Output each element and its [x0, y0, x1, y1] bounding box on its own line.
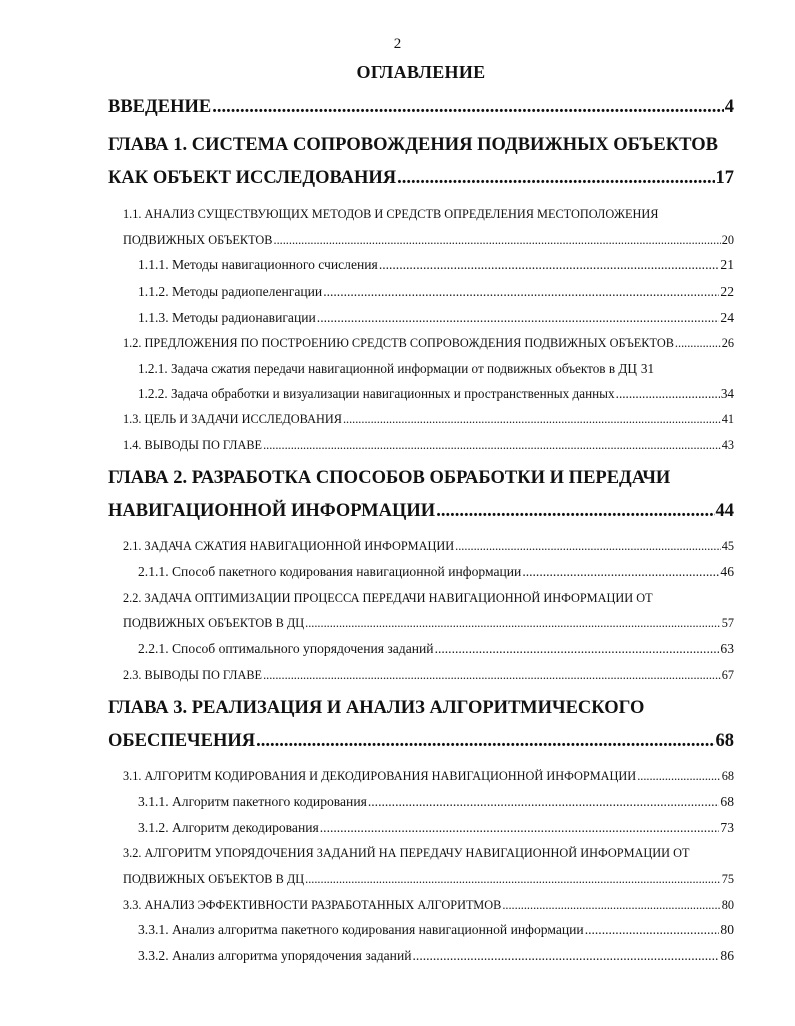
toc-subsection-1-2-1[interactable]: [138, 361, 734, 377]
toc-entry-title: НАВИГАЦИОННОЙ ИНФОРМАЦИИ: [108, 501, 436, 521]
leader-dots: [305, 616, 721, 631]
leader-dots: [616, 386, 720, 402]
toc-section-1-4[interactable]: [123, 438, 734, 453]
toc-entry-page: 80: [721, 898, 734, 912]
leader-dots: [274, 233, 721, 248]
leader-dots: [320, 820, 720, 836]
toc-entry-page: 80: [720, 922, 734, 937]
toc-entry-title: ПОДВИЖНЫХ ОБЪЕКТОВ В ДЦ: [123, 872, 305, 886]
toc-chapter-1[interactable]: [108, 168, 734, 189]
leader-dots: [522, 564, 719, 580]
leader-dots: [263, 438, 721, 453]
leader-dots: [256, 731, 714, 752]
toc-entry-title: ВВЕДЕНИЕ: [108, 97, 212, 117]
toc-section-2-1[interactable]: [123, 539, 734, 554]
toc-entry-title: 3.1.1. Алгоритм пакетного кодирования: [138, 794, 367, 809]
toc-section-1-3[interactable]: [123, 412, 734, 427]
toc-entry-title: 1.4. ВЫВОДЫ ПО ГЛАВЕ: [123, 438, 263, 452]
toc-entry-title: 1.1.1. Методы навигационного счисления: [138, 257, 378, 272]
toc-entry-title: 1.1.2. Методы радиопеленгации: [138, 284, 323, 299]
toc-section-2-2[interactable]: [123, 616, 734, 631]
toc-entry-title: 3.1. АЛГОРИТМ КОДИРОВАНИЯ И ДЕКОДИРОВАНИЯ НАВИГАЦИОННОЙ ИНФОРМАЦИИ: [123, 769, 637, 783]
toc-entry-page: 26: [721, 336, 734, 350]
toc-entry-page: 4: [724, 97, 734, 117]
toc-entry-title: 3.3. АНАЛИЗ ЭФФЕКТИВНОСТИ РАЗРАБОТАННЫХ АЛГОРИТМОВ: [123, 898, 502, 912]
toc-entry-title: 1.1.3. Методы радионавигации: [138, 310, 316, 325]
leader-dots: [455, 539, 721, 554]
leader-dots: [305, 872, 721, 887]
leader-dots: [502, 898, 720, 913]
leader-dots: [379, 257, 720, 273]
toc-entry-page: 45: [721, 539, 734, 553]
toc-entry-page: 31: [640, 361, 655, 376]
toc-subsection-2-2-1[interactable]: [138, 641, 734, 657]
toc-section-2-3[interactable]: [123, 668, 734, 683]
toc-entry-page: 44: [715, 501, 734, 521]
toc-entry-page: 34: [720, 386, 734, 401]
toc-entry-page: 86: [720, 948, 734, 963]
toc-subsection-1-1-2[interactable]: [138, 284, 734, 300]
toc-entry-title: 1.2.2. Задача обработки и визуализации навигационных и пространственных данных: [138, 386, 615, 401]
toc-entry-page: 73: [720, 820, 734, 835]
toc-heading: ОГЛАВЛЕНИЕ: [356, 62, 486, 82]
toc-entry-title: 2.1.1. Способ пакетного кодирования навигационной информации: [138, 564, 522, 579]
leader-dots: [436, 501, 714, 522]
toc-entry-title: 2.3. ВЫВОДЫ ПО ГЛАВЕ: [123, 668, 263, 682]
toc-section-1-1-line1[interactable]: 1.1. АНАЛИЗ СУЩЕСТВУЮЩИХ МЕТОДОВ И СРЕДСТВ ОПРЕДЕЛЕНИЯ МЕСТОПОЛОЖЕНИЯ: [123, 207, 659, 221]
toc-chapter-3-line1[interactable]: ГЛАВА 3. РЕАЛИЗАЦИЯ И АНАЛИЗ АЛГОРИТМИЧЕСКОГО: [108, 698, 645, 718]
leader-dots: [585, 922, 720, 938]
toc-entry-title: ОБЕСПЕЧЕНИЯ: [108, 731, 256, 751]
toc-entry-intro[interactable]: [108, 97, 734, 118]
leader-dots: [368, 794, 720, 810]
toc-subsection-1-1-1[interactable]: [138, 257, 734, 273]
toc-entry-page: 41: [721, 412, 734, 426]
toc-entry-page: 75: [721, 872, 734, 886]
toc-section-1-1[interactable]: [123, 233, 734, 248]
toc-chapter-2-line1[interactable]: ГЛАВА 2. РАЗРАБОТКА СПОСОБОВ ОБРАБОТКИ И ПЕРЕДАЧИ: [108, 468, 671, 488]
toc-subsection-2-1-1[interactable]: [138, 564, 734, 580]
toc-section-3-1[interactable]: [123, 769, 734, 784]
page-number: 2: [393, 36, 402, 52]
toc-entry-title: 1.2.1. Задача сжатия передачи навигационной информации от подвижных объектов в ДЦ: [138, 361, 637, 376]
toc-entry-title: 2.1. ЗАДАЧА СЖАТИЯ НАВИГАЦИОННОЙ ИНФОРМАЦИИ: [123, 539, 455, 553]
leader-dots: [435, 641, 720, 657]
leader-dots: [212, 97, 724, 118]
toc-entry-page: 21: [720, 257, 734, 272]
toc-section-2-2-line1[interactable]: 2.2. ЗАДАЧА ОПТИМИЗАЦИИ ПРОЦЕССА ПЕРЕДАЧИ НАВИГАЦИОННОЙ ИНФОРМАЦИИ ОТ: [123, 591, 653, 605]
toc-entry-title: КАК ОБЪЕКТ ИССЛЕДОВАНИЯ: [108, 168, 397, 188]
toc-subsection-3-1-1[interactable]: [138, 794, 734, 810]
toc-entry-title: 3.3.2. Анализ алгоритма упорядочения заданий: [138, 948, 412, 963]
toc-entry-title: ПОДВИЖНЫХ ОБЪЕКТОВ: [123, 233, 273, 247]
leader-dots: [675, 336, 721, 351]
toc-entry-page: 22: [720, 284, 734, 299]
toc-entry-page: 17: [715, 168, 734, 188]
toc-subsection-1-1-3[interactable]: [138, 310, 734, 326]
toc-section-3-2-line1[interactable]: 3.2. АЛГОРИТМ УПОРЯДОЧЕНИЯ ЗАДАНИЙ НА ПЕРЕДАЧУ НАВИГАЦИОННОЙ ИНФОРМАЦИИ ОТ: [123, 846, 690, 860]
toc-entry-page: 68: [721, 769, 734, 783]
toc-entry-page: 43: [721, 438, 734, 452]
leader-dots: [317, 310, 720, 326]
toc-section-3-3[interactable]: [123, 898, 734, 913]
toc-entry-title: ПОДВИЖНЫХ ОБЪЕКТОВ В ДЦ: [123, 616, 305, 630]
leader-dots: [397, 168, 714, 189]
toc-chapter-3[interactable]: [108, 731, 734, 752]
leader-dots: [637, 769, 721, 784]
leader-dots: [323, 284, 719, 300]
toc-subsection-3-3-1[interactable]: [138, 922, 734, 938]
toc-entry-title: 1.2. ПРЕДЛОЖЕНИЯ ПО ПОСТРОЕНИЮ СРЕДСТВ СОПРОВОЖДЕНИЯ ПОДВИЖНЫХ ОБЪЕКТОВ: [123, 336, 674, 350]
leader-dots: [413, 948, 720, 964]
toc-entry-title: 1.3. ЦЕЛЬ И ЗАДАЧИ ИССЛЕДОВАНИЯ: [123, 412, 342, 426]
toc-subsection-3-1-2[interactable]: [138, 820, 734, 836]
toc-chapter-1-line1[interactable]: ГЛАВА 1. СИСТЕМА СОПРОВОЖДЕНИЯ ПОДВИЖНЫХ ОБЪЕКТОВ: [108, 135, 718, 155]
toc-entry-page: 67: [721, 668, 734, 682]
toc-entry-title: 3.1.2. Алгоритм декодирования: [138, 820, 319, 835]
leader-dots: [343, 412, 721, 427]
toc-entry-title: 3.3.1. Анализ алгоритма пакетного кодирования навигационной информации: [138, 922, 584, 937]
toc-entry-page: 24: [720, 310, 734, 325]
toc-entry-title: 2.2.1. Способ оптимального упорядочения заданий: [138, 641, 434, 656]
toc-subsection-1-2-2[interactable]: [138, 386, 734, 402]
toc-entry-page: 68: [720, 794, 734, 809]
toc-entry-page: 68: [715, 731, 734, 751]
leader-dots: [263, 668, 721, 683]
toc-chapter-2[interactable]: [108, 501, 734, 522]
toc-entry-page: 46: [720, 564, 734, 579]
toc-section-3-2[interactable]: [123, 872, 734, 887]
toc-section-1-2[interactable]: [123, 336, 734, 351]
toc-entry-page: 57: [721, 616, 734, 630]
toc-entry-page: 63: [720, 641, 734, 656]
toc-subsection-3-3-2[interactable]: [138, 948, 734, 964]
toc-entry-page: 20: [721, 233, 734, 247]
